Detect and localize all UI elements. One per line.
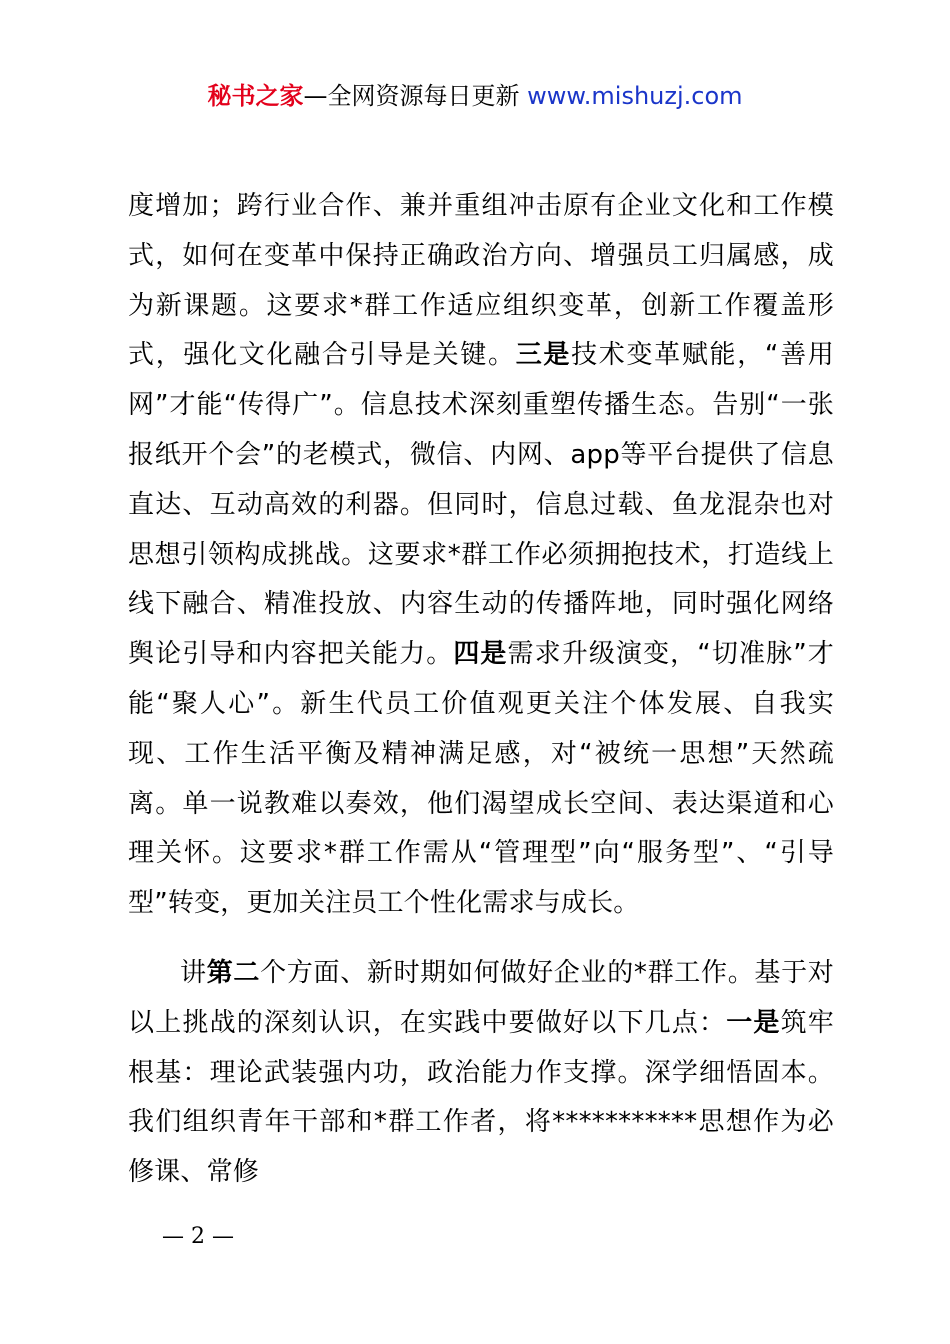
page-header xyxy=(0,78,950,114)
brand-name: 秘书之家 xyxy=(207,82,304,110)
document-body xyxy=(128,182,834,1198)
paragraph-2-text-2: 个方面、新时期如何做好企业的*群工作。基于对以上挑战的深刻认识，在实践中要做好以下几点： xyxy=(128,957,834,1038)
paragraph-2-bold-2: 一是 xyxy=(726,1007,781,1038)
paragraph-1-bold-1: 三是 xyxy=(515,340,572,371)
paragraph-1-text-2: 技术变革赋能，“善用网”才能“传得广”。信息技术深刻重塑传播生态。告别“一张报纸开个会”的老模式，微信、内网、app等平台提供了信息直达、互动高效的利器。但同时，信息过载、鱼龙混杂也对思想引领构成挑战。这要求*群工作必须拥抱技术，打造线上线下融合、精准投放、内容生动的传播阵地，同时强化网络舆论引导和内容把关能力。 xyxy=(128,340,834,670)
paragraph-2 xyxy=(128,949,834,1198)
paragraph-2-text-1: 讲 xyxy=(180,957,207,988)
paragraph-1-text-3: 需求升级演变，“切准脉”才能“聚人心”。新生代员工价值观更关注个体发展、自我实现、工作生活平衡及精神满足感，对“被统一思想”天然疏离。单一说教难以奏效，他们渴望成长空间、表达渠道和心理关怀。这要求*群工作需从“管理型”向“服务型”、“引导型”转变，更加关注员工个性化需求与成长。 xyxy=(128,639,834,919)
header-tagline: —全网资源每日更新 xyxy=(303,82,528,110)
paragraph-1 xyxy=(128,182,834,929)
paragraph-2-text-3: 筑牢根基：理论武装强内功，政治能力作支撑。深学细悟固本。我们组织青年干部和*群工作者，将***********思想作为必修课、常修 xyxy=(128,1007,835,1188)
website-url[interactable]: www.mishuzj.com xyxy=(527,82,743,110)
paragraph-1-bold-2: 四是 xyxy=(453,639,508,670)
paragraph-2-bold-1: 第二 xyxy=(206,957,261,988)
page-number: — 2 — xyxy=(162,1224,234,1249)
paragraph-1-text-1: 度增加；跨行业合作、兼并重组冲击原有企业文化和工作模式，如何在变革中保持正确政治方向、增强员工归属感，成为新课题。这要求*群工作适应组织变革，创新工作覆盖形式，强化文化融合引导是关键。 xyxy=(128,191,834,371)
